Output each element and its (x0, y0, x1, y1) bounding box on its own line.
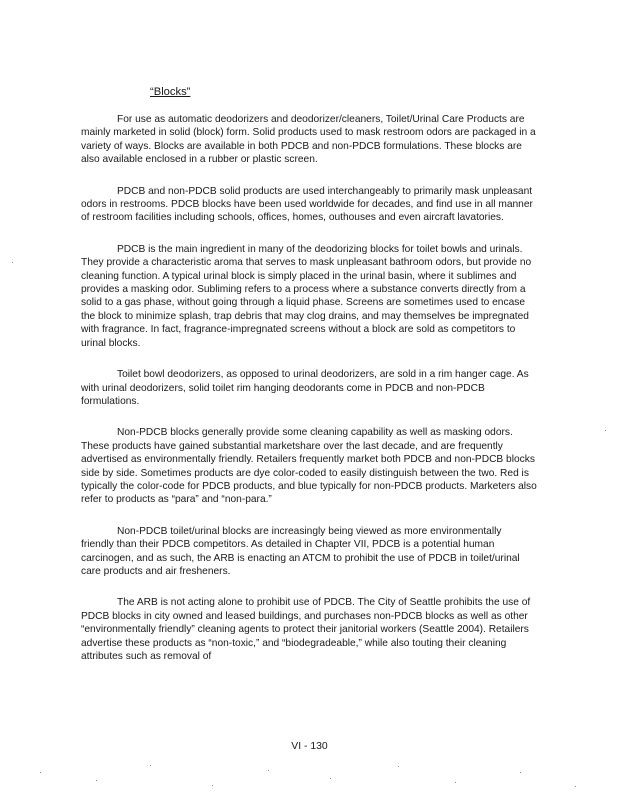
section-heading: “Blocks” (150, 86, 191, 98)
paragraph-toilet-bowl: Toilet bowl deodorizers, as opposed to urinal deodorizers, are sold in a rim hanger cage. As with urinal deodorizers, solid toilet rim hanging deodorants come in PDCB and non-PDCB formulations. (81, 369, 529, 407)
paragraph-arb-seattle: The ARB is not acting alone to prohibit use of PDCB. The City of Seattle prohibits the use of PDCB blocks in city owned and leased buildings, and purchases non-PDCB blocks as well as other “environmentally friendly” cleaning agents to protect their janitorial workers (Seattle 2004). Retailers advertise these products as “non-toxic,” and “biodegradeable,” while also touting their cleaning attributes such as removal of (81, 597, 531, 662)
paragraph-environment: Non-PDCB toilet/urinal blocks are increasingly being viewed as more environmentally friendly than their PDCB competitors. As detailed in Chapter VII, PDCB is a potential human carcinogen, and as such, the ARB is enacting an ATCM to prohibit the use of PDCB in toilet/urinal care products and air fresheners. (81, 525, 520, 577)
paragraph-non-pdcb: Non-PDCB blocks generally provide some cleaning capability as well as masking odors. These products have gained substantial marketshare over the last decade, and are frequently advertised as environmentally friendly. Retailers frequently market both PDCB and non-PDCB blocks side by side. Sometimes products are dye color-coded to easily distinguish between the two. Red is typically the color-code for PDCB products, and blue typically for non-PDCB products. Marketers also refer to products as “para” and “non-para.” (81, 427, 537, 506)
page-number: VI - 130 (291, 741, 328, 752)
paragraph-usage: PDCB and non-PDCB solid products are used interchangeably to primarily mask unpleasant odors in restrooms. PDCB blocks have been used worldwide for decades, and find use in all manner of restroom facilities including schools, offices, homes, outhouses and even aircraft lavatories. (81, 185, 533, 224)
body-text (81, 113, 537, 681)
paragraph-pdcb-ingredient: PDCB is the main ingredient in many of the deodorizing blocks for toilet bowls and urinals. They provide a characteristic aroma that serves to mask unpleasant bathroom odors, but provide no cleaning function. A typical urinal block is simply placed in the urinal basin, where it sublimes and provides a masking odor. Subliming refers to a process where a substance converts directly from a solid to a gas phase, without going through a liquid phase. Screens are sometimes used to encase the block to minimize splash, trap debris that may clog drains, and may themselves be impregnated with fragrance. In fact, fragrance-impregnated screens without a block are sold as competitors to urinal blocks. (81, 243, 532, 349)
paragraph-intro: For use as automatic deodorizers and deodorizer/cleaners, Toilet/Urinal Care Products are mainly marketed in solid (block) form. Solid products used to mask restroom odors are packaged in a variety of ways. Blocks are available in both PDCB and non-PDCB formulations. These blocks are also available enclosed in a rubber or plastic screen. (81, 114, 536, 166)
